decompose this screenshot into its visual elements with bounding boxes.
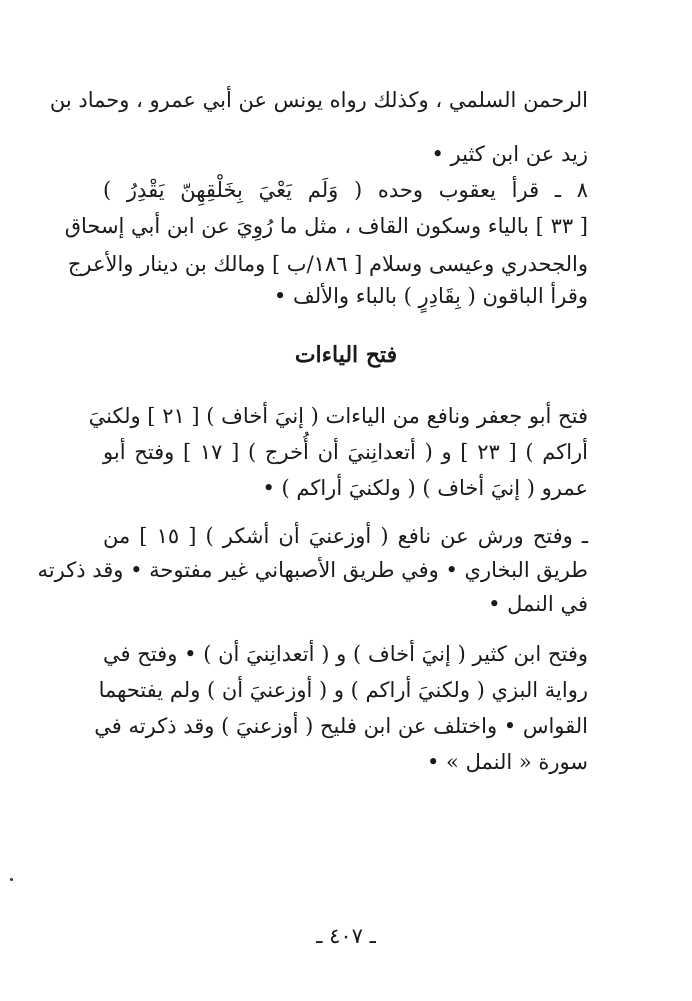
paragraph-4-line-3: في النمل •: [488, 592, 588, 616]
paragraph-3-line-1: فتح أبو جعفر ونافع من الياءات ( إنيَ أخاف ) [ ٢١ ] ولكنيَ: [88, 404, 588, 428]
paragraph-1-line-1: الرحمن السلمي ، وكذلك رواه يونس عن أبي عمرو ، وحماد بن: [49, 88, 588, 112]
paragraph-5-line-2: رواية البزي ( ولكنيَ أراكم ) و ( أوزعنيَ أن ) ولم يفتحهما: [98, 678, 588, 702]
paragraph-2-line-1: ٨ ـ قرأ يعقوب وحده ( وَلَم يَعْيَ بِخَلْقِهِنّ يَقْدِرُ ): [103, 178, 588, 202]
paragraph-3-line-3: عمرو ( إنيَ أخاف ) ( ولكنيَ أراكم ) •: [262, 476, 588, 500]
paragraph-4-line-1: ـ وفتح ورش عن نافع ( أوزعنيَ أن أشكر ) [ ١٥ ] من: [103, 524, 588, 548]
page-number: ـ ٤٠٧ ـ: [316, 924, 376, 948]
paragraph-1-line-2: زيد عن ابن كثير •: [431, 142, 588, 166]
paragraph-3-line-2: أراكم ) [ ٢٣ ] و ( أتعدانِنيَ أن أُخرج ) [ ١٧ ] وفتح أبو: [103, 440, 589, 464]
scan-speck: [10, 878, 13, 881]
paragraph-5-line-1: وفتح ابن كثير ( إنيَ أخاف ) و ( أتعدانِنيَ أن ) • وفتح في: [103, 642, 588, 666]
paragraph-2-line-3: والجحدري وعيسى وسلام [ ١٨٦/ب ] ومالك بن دينار والأعرج: [67, 252, 588, 276]
paragraph-4-line-2: طريق البخاري • وفي طريق الأصبهاني غير مفتوحة • وقد ذكرته: [37, 558, 588, 582]
paragraph-2-line-4: وقرأ الباقون ( بِقَادِرٍ ) بالباء والألف •: [273, 284, 588, 308]
paragraph-2-line-2: [ ٣٣ ] بالياء وسكون القاف ، مثل ما رُوِيَ عن ابن أبي إسحاق: [64, 214, 588, 238]
section-heading: فتح الياءات: [294, 342, 398, 368]
paragraph-5-line-4: سورة « النمل » •: [427, 750, 588, 774]
paragraph-5-line-3: القواس • واختلف عن ابن فليح ( أوزعنيَ ) وقد ذكرته في: [94, 714, 588, 738]
